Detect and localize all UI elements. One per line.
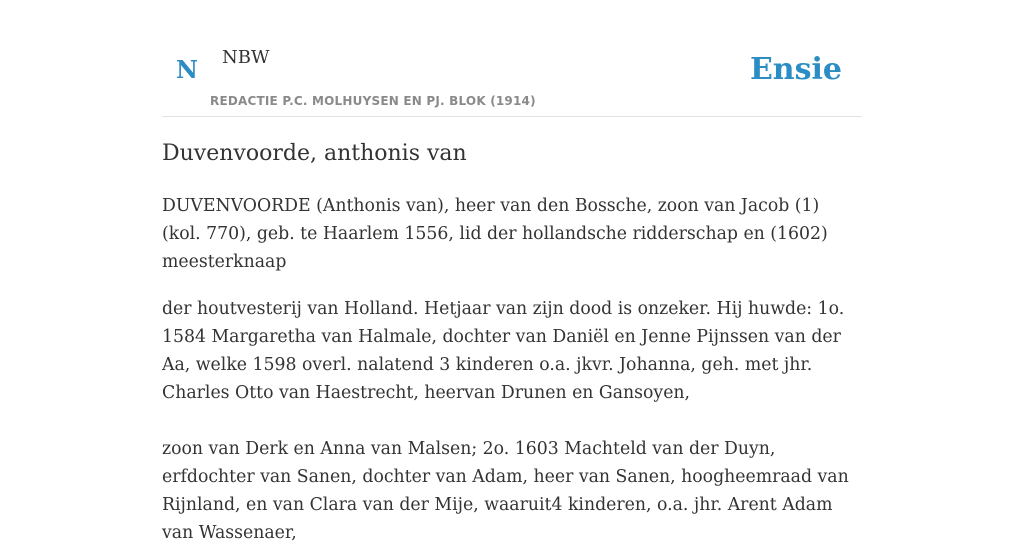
source-logo-icon: N xyxy=(176,55,198,84)
article-paragraph: der houtvesterij van Holland. Hetjaar van zijn dood is onzeker. Hij huwde: 1o. 1584 Margaretha van Halmale, dochter van Daniël en Jenne Pijnssen van der Aa, welke 1598 overl. nalatend 3 kinderen o.a. jkvr. Johanna, geh. met jhr. Charles Otto van Haestrecht, heervan Drunen en Gansoyen, xyxy=(162,299,845,403)
brand-logo[interactable]: Ensie xyxy=(749,52,842,87)
source-header xyxy=(162,0,862,117)
source-name[interactable]: NBW xyxy=(222,47,270,68)
article-paragraph: DUVENVOORDE (Anthonis van), heer van den Bossche, zoon van Jacob (1) (kol. 770), geb. te Haarlem 1556, lid der hollandsche ridderschap en (1602) meesterknaap xyxy=(162,196,828,272)
article-paragraph: zoon van Derk en Anna van Malsen; 2o. 1603 Machteld van der Duyn, erfdochter van Sanen, dochter van Adam, heer van Sanen, hoogheemraad van Rijnland, en van Clara van der Mije, waaruit4 kinderen, o.a. jhr. Arent Adam van Wassenaer, xyxy=(162,439,849,543)
article xyxy=(162,136,862,547)
article-title: Duvenvoorde, anthonis van xyxy=(162,141,467,166)
source-subtitle: REDACTIE P.C. MOLHUYSEN EN PJ. BLOK (1914) xyxy=(210,94,536,108)
